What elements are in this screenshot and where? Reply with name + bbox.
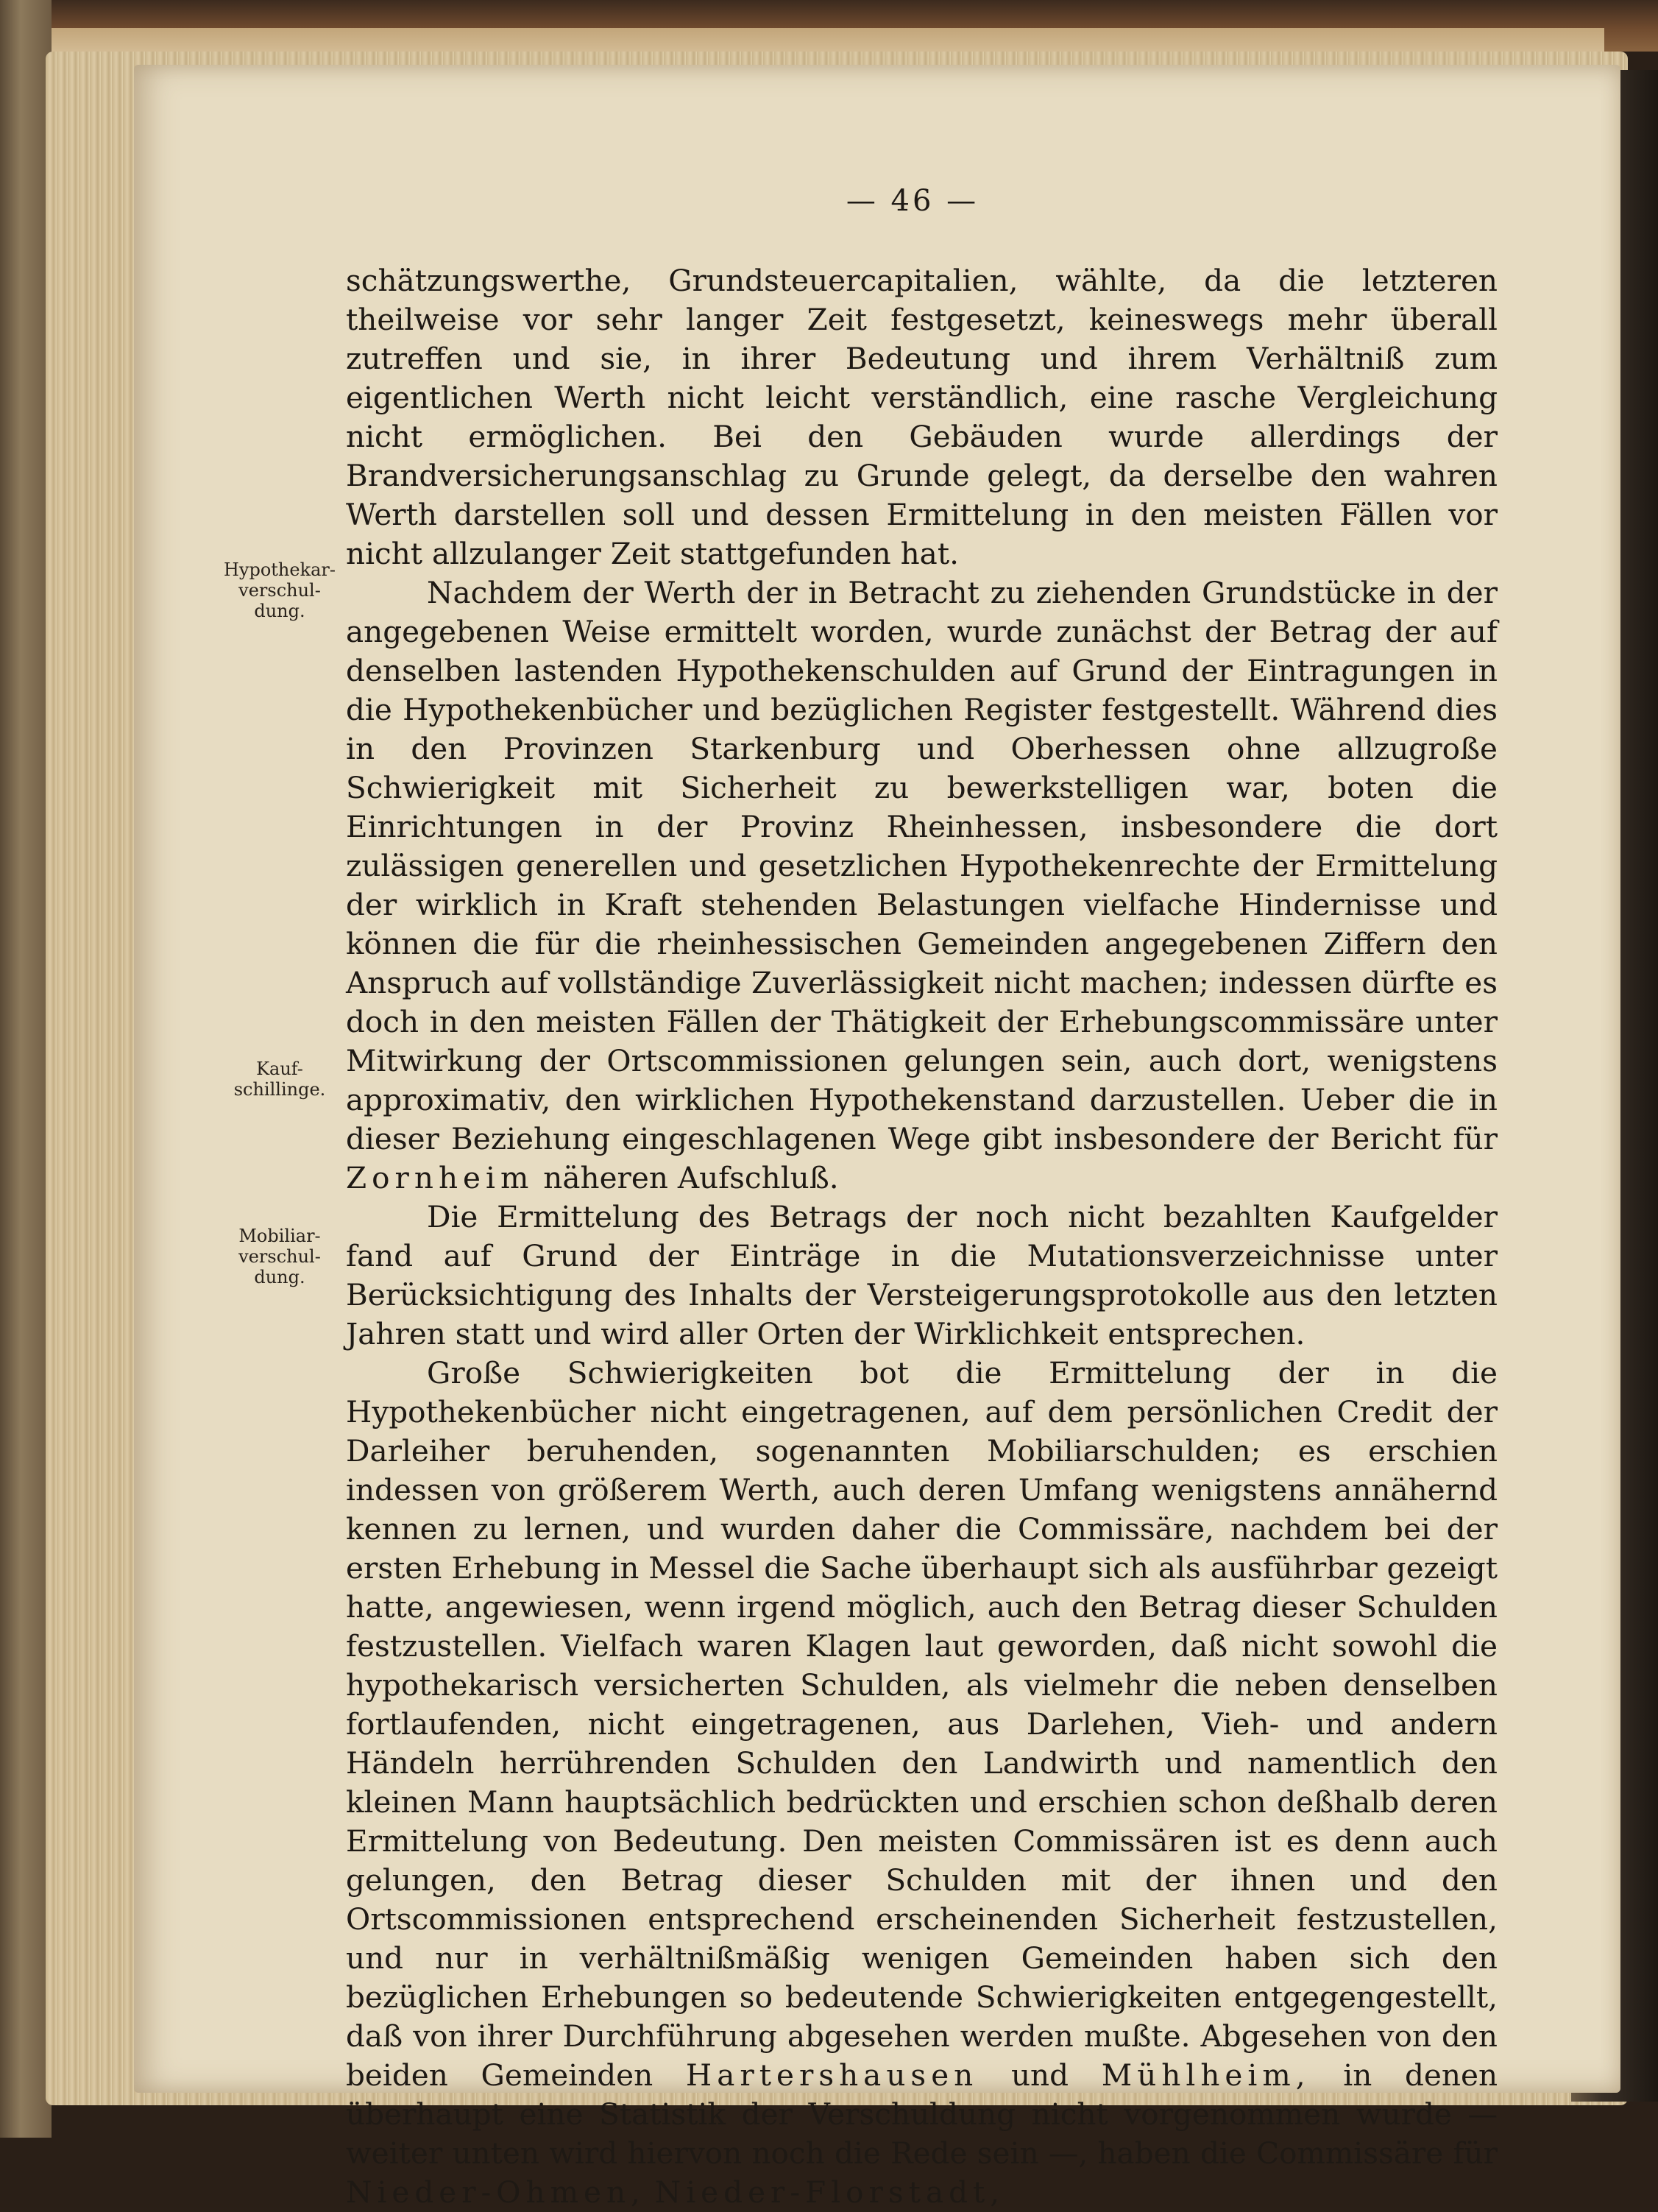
margin-note-line: Kauf-: [256, 1059, 303, 1079]
margin-note-line: dung.: [254, 601, 305, 621]
place-name: Nieder-Ohmen,: [346, 2174, 645, 2210]
margin-note-line: Mobiliar-: [238, 1226, 321, 1246]
paragraph-text: näheren Aufschluß.: [543, 1160, 839, 1195]
paragraph: [346, 1354, 1498, 2212]
margin-note-mobiliar: [221, 1226, 339, 1287]
paragraph-text: Nachdem der Werth der in Betracht zu ziehenden Grundstücke in der angegebenen Weise ermittelt worden, wurde zunächst der Betrag der auf denselben lastenden Hypothekenschulden auf Grund der Eintragungen in die Hypothekenbücher und bezüglichen Register festgestellt. Während dies in den Provinzen Starkenburg und Oberhessen ohne allzugroße Schwierigkeit mit Sicherheit zu bewerkstelligen war, boten die Einrichtungen in der Provinz Rheinhessen, insbesondere die dort zulässigen generellen und gesetzlichen Hypothekenrechte der Ermittelung der wirklich in Kraft stehenden Belastungen vielfache Hindernisse und können die für die rheinhessischen Gemeinden angegebenen Ziffern den Anspruch auf vollständige Zuverlässigkeit nicht machen; indessen dürfte es doch in den meisten Fällen der Thätigkeit der Erhebungscommissäre unter Mitwirkung der Ortscommissionen gelungen sein, auch dort, wenigstens approximativ, den wirklichen Hypothekenstand darzustellen. Ueber die in dieser Beziehung eingeschlagenen Wege gibt insbesondere der Bericht für: [346, 575, 1498, 1156]
paragraph-text: Große Schwierigkeiten bot die Ermittelung der in die Hypothekenbücher nicht eingetragenen, auf dem persönlichen Credit der Darleiher beruhenden, sogenannten Mobiliarschulden; es erschien indessen von größerem Werth, auch deren Umfang wenigstens annähernd kennen zu lernen, und wurden daher die Commissäre, nachdem bei der ersten Erhebung in Messel die Sache überhaupt sich als ausführbar gezeigt hatte, angewiesen, wenn irgend möglich, auch den Betrag dieser Schulden festzustellen. Vielfach waren Klagen laut geworden, daß nicht sowohl die hypothekarisch versicherten Schulden, als vielmehr die neben denselben fortlaufenden, nicht eingetragenen, aus Darlehen, Vieh- und andern Händeln herrührenden Schulden den Landwirth und namentlich den kleinen Mann hauptsächlich bedrückten und erschien schon deßhalb deren Ermittelung von Bedeutung. Den meisten Commissären ist es denn auch gelungen, den Betrag dieser Schulden mit der ihnen und den Ortscommissionen entsprechend erscheinenden Sicherheit festzustellen, und nur in verhältnißmäßig wenigen Gemeinden haben sich den bezüglichen Erhebungen so bedeutende Schwierigkeiten entgegengestellt, daß von ihrer Durchführung abgesehen werden mußte. Abgesehen von den beiden Gemeinden: [346, 1355, 1498, 2093]
place-name: Nieder-Florstadt,: [654, 2174, 1005, 2210]
margin-note-line: verschul-: [238, 1246, 321, 1267]
place-name: Mühlheim,: [1101, 2057, 1311, 2093]
margin-note-line: dung.: [254, 1267, 305, 1287]
paragraph: [346, 573, 1498, 1198]
paragraph: schätzungswerthe, Grundsteuercapitalien, wählte, da die letzteren theilweise vor sehr langer Zeit festgesetzt, keineswegs mehr überall zutreffen und sie, in ihrer Bedeutung und ihrem Verhältniß zum eigentlichen Werth nicht leicht verständlich, eine rasche Vergleichung nicht ermöglichen. Bei den Gebäuden wurde allerdings der Brandversicherungsanschlag zu Grunde gelegt, da derselbe den wahren Werth darstellen soll und dessen Ermittelung in den meisten Fällen vor nicht allzulanger Zeit stattgefunden hat.: [346, 263, 1498, 571]
margin-note-kaufschillinge: [221, 1059, 339, 1100]
page-number: — 46 —: [846, 184, 979, 218]
paragraph-text: und: [1010, 2057, 1069, 2093]
body-text: [346, 261, 1498, 2212]
margin-note-hypothekar: [221, 559, 339, 621]
paragraph: Die Ermittelung des Betrags der noch nicht bezahlten Kaufgelder fand auf Grund der Einträge in die Mutationsverzeichnisse unter Berücksichtigung des Inhalts der Versteigerungsprotokolle aus den letzten Jahren statt und wird aller Orten der Wirklichkeit entsprechen.: [346, 1199, 1498, 1351]
paragraph-text: in denen überhaupt eine Statistik der Verschuldung nicht vorgenommen wurde — weiter unten wird hiervon noch die Rede sein —, haben die Commissäre für: [346, 2057, 1498, 2171]
place-name: Hartershausen: [685, 2057, 979, 2093]
margin-note-line: schillinge.: [233, 1079, 326, 1100]
margin-note-line: Hypothekar-: [223, 559, 336, 580]
margin-note-line: verschul-: [238, 580, 321, 601]
book-cover-left: [0, 0, 52, 2138]
place-name: Zornheim: [346, 1160, 534, 1195]
